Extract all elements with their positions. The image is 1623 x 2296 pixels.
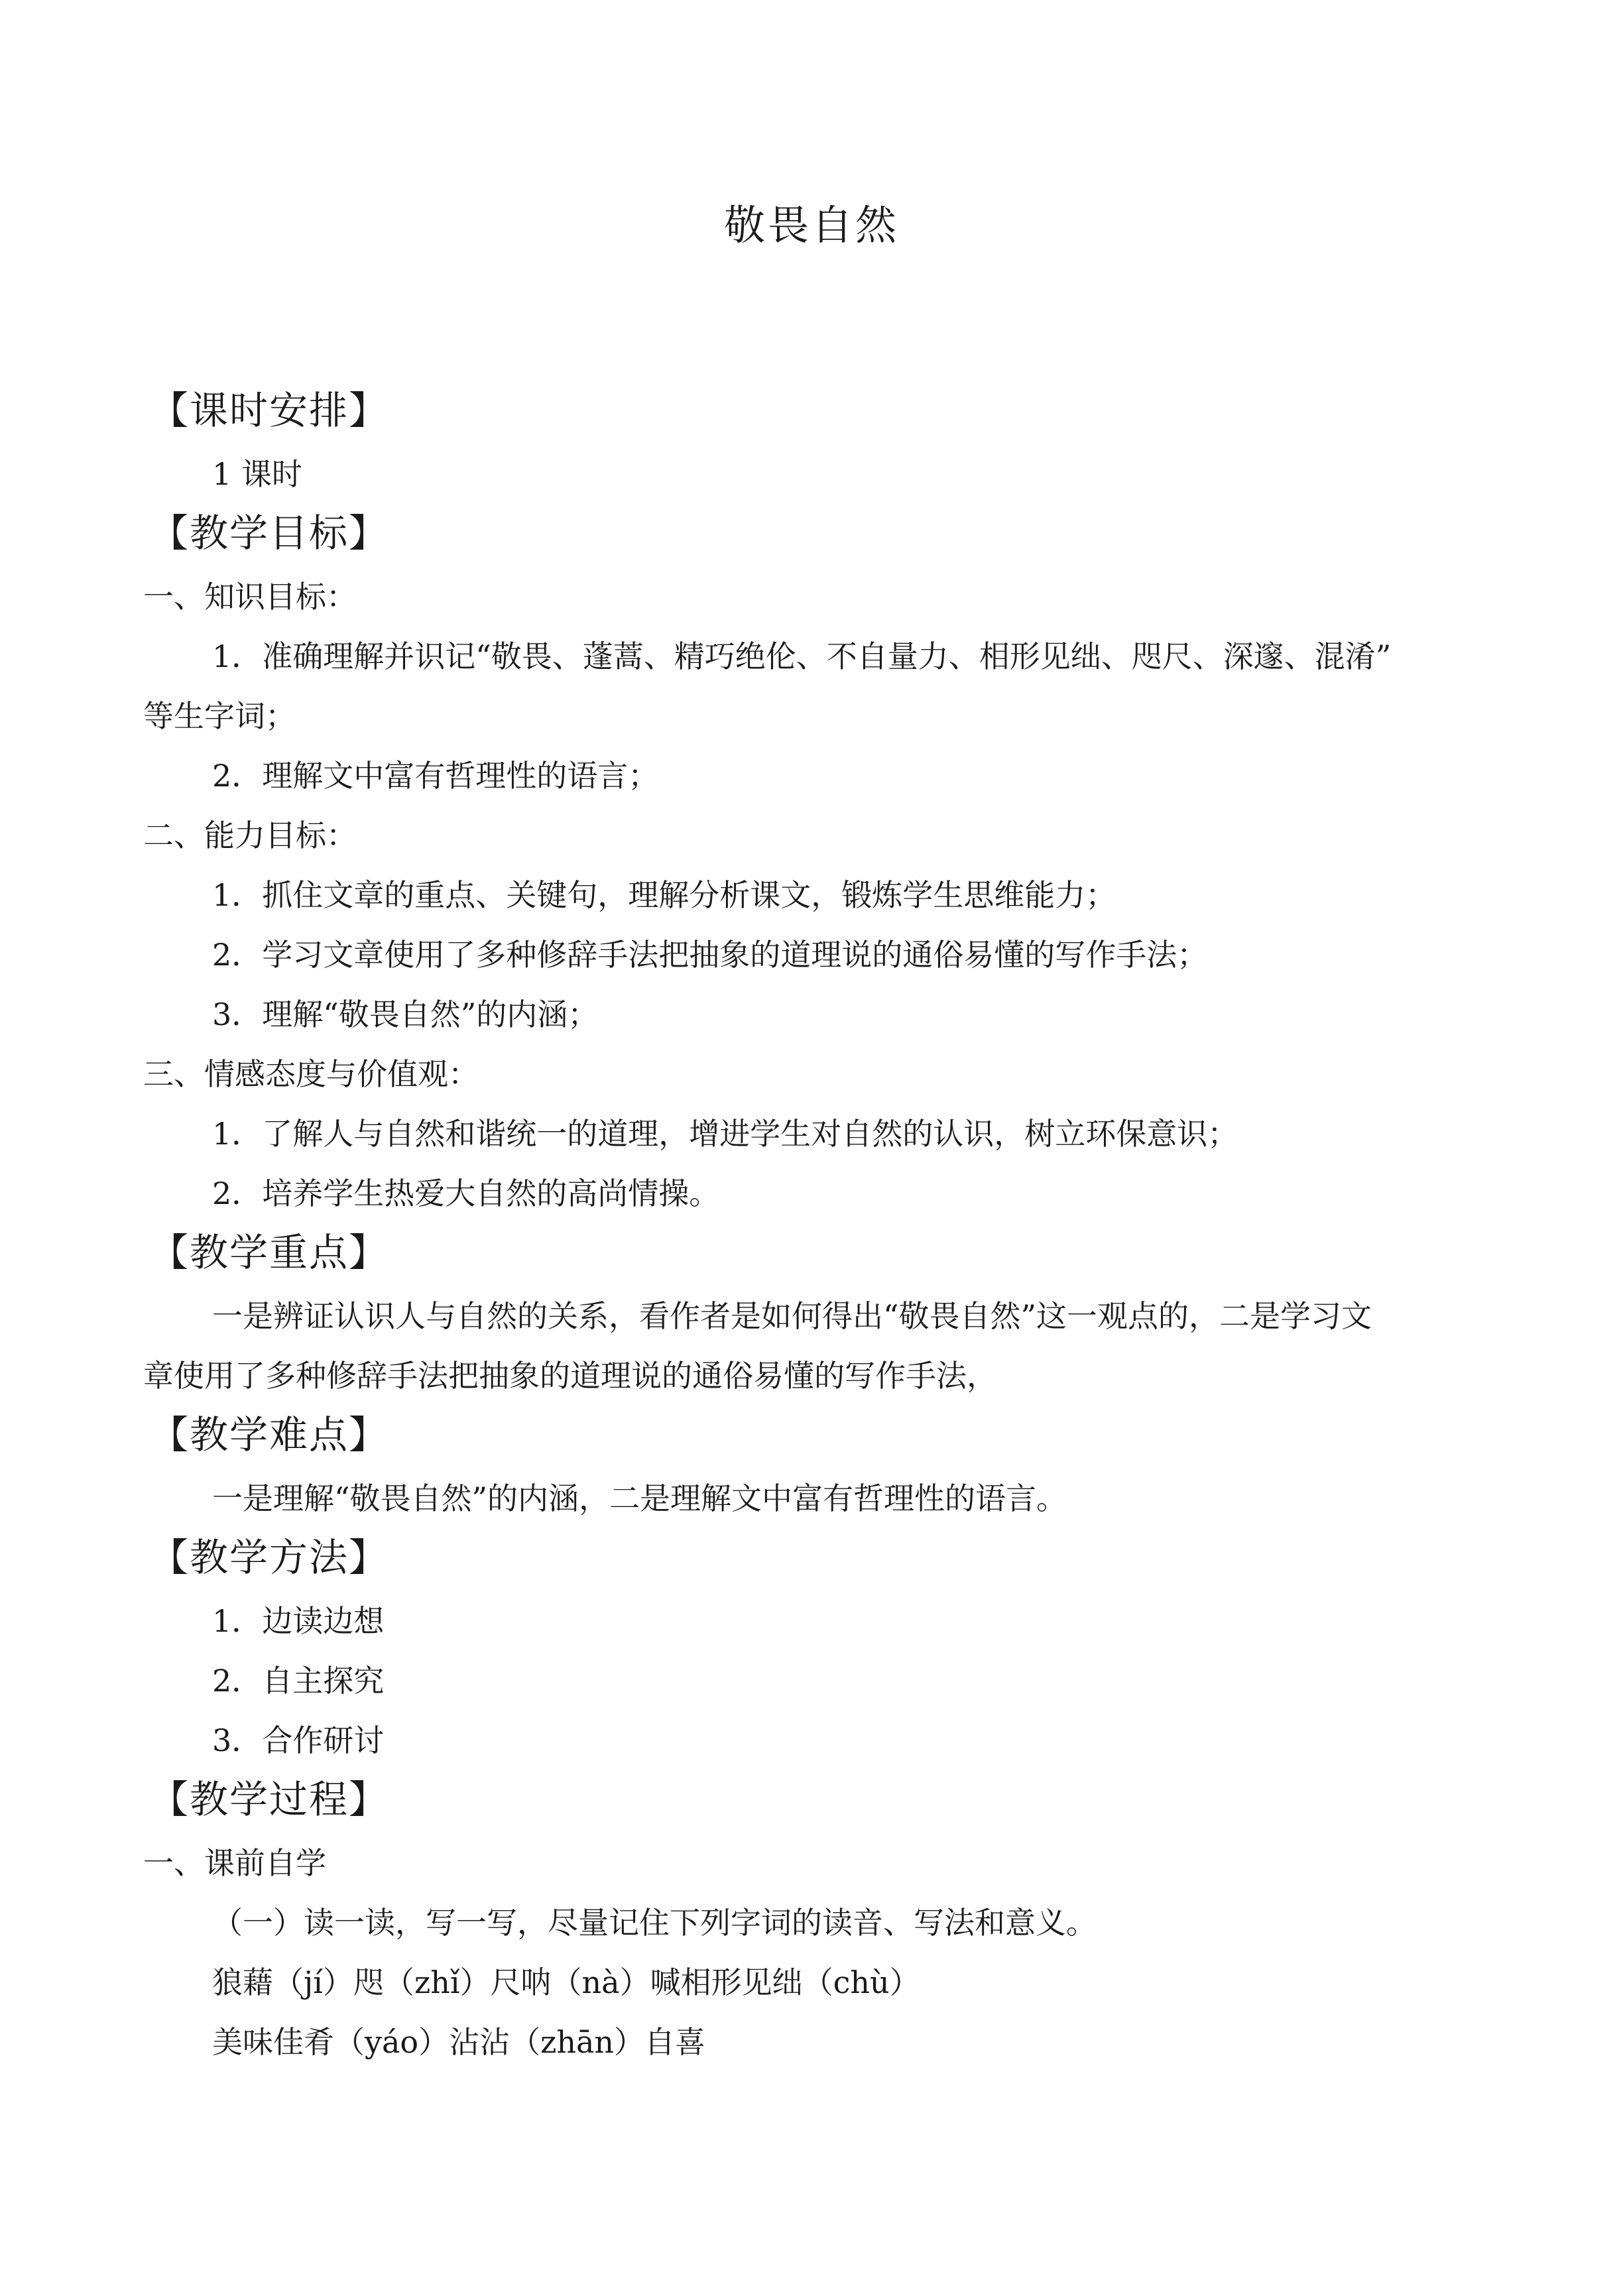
process-words-line-2: 美味佳肴（yáo）沾沾（zhān）自喜 (212, 2024, 706, 2060)
ability-item-2: 2．学习文章使用了多种修辞手法把抽象的道理说的通俗易懂的写作手法； (212, 937, 1208, 973)
emotion-item-2: 2．培养学生热爱大自然的高尚情操。 (212, 1176, 720, 1211)
process-part-1-label: 一、课前自学 (143, 1845, 326, 1881)
section-heading-objectives: 【教学目标】 (150, 511, 389, 556)
difficulties-text: 一是理解“敬畏自然”的内涵，二是理解文中富有哲理性的语言。 (212, 1480, 1067, 1516)
process-words-line-1: 狼藉（jí）咫（zhǐ）尺呐（nà）喊相形见绌（chù） (212, 1964, 920, 2000)
section-heading-key-points: 【教学重点】 (150, 1230, 389, 1275)
process-sub-1: （一）读一读，写一写，尽量记住下列字词的读音、写法和意义。 (212, 1905, 1097, 1941)
section-heading-process: 【教学过程】 (150, 1777, 389, 1822)
section-heading-schedule: 【课时安排】 (150, 388, 389, 433)
ability-item-3: 3．理解“敬畏自然”的内涵； (212, 997, 599, 1032)
key-points-line-2: 章使用了多种修辞手法把抽象的道理说的通俗易懂的写作手法， (143, 1358, 997, 1394)
methods-item-1: 1．边读边想 (212, 1603, 385, 1639)
page-title: 敬畏自然 (723, 201, 899, 249)
schedule-text: 1 课时 (212, 456, 302, 492)
key-points-line-1: 一是辨证认识人与自然的关系，看作者是如何得出“敬畏自然”这一观点的，二是学习文 (212, 1298, 1372, 1334)
knowledge-item-1-line-2: 等生字词； (143, 698, 296, 734)
section-heading-difficulties: 【教学难点】 (150, 1412, 389, 1457)
section-heading-methods: 【教学方法】 (150, 1535, 389, 1580)
knowledge-label: 一、知识目标： (143, 579, 357, 615)
methods-item-2: 2．自主探究 (212, 1663, 385, 1699)
ability-item-1: 1．抓住文章的重点、关键句，理解分析课文，锻炼学生思维能力； (212, 877, 1116, 913)
emotion-item-1: 1．了解人与自然和谐统一的道理，增进学生对自然的认识，树立环保意识； (212, 1116, 1238, 1152)
knowledge-item-1-line-1: 1．准确理解并识记“敬畏、蓬蒿、精巧绝伦、不自量力、相形见绌、咫尺、深邃、混淆” (212, 638, 1392, 674)
knowledge-item-2: 2．理解文中富有哲理性的语言； (212, 758, 659, 794)
ability-label: 二、能力目标： (143, 817, 357, 853)
emotion-label: 三、情感态度与价值观： (143, 1056, 479, 1092)
methods-item-3: 3．合作研讨 (212, 1722, 385, 1758)
